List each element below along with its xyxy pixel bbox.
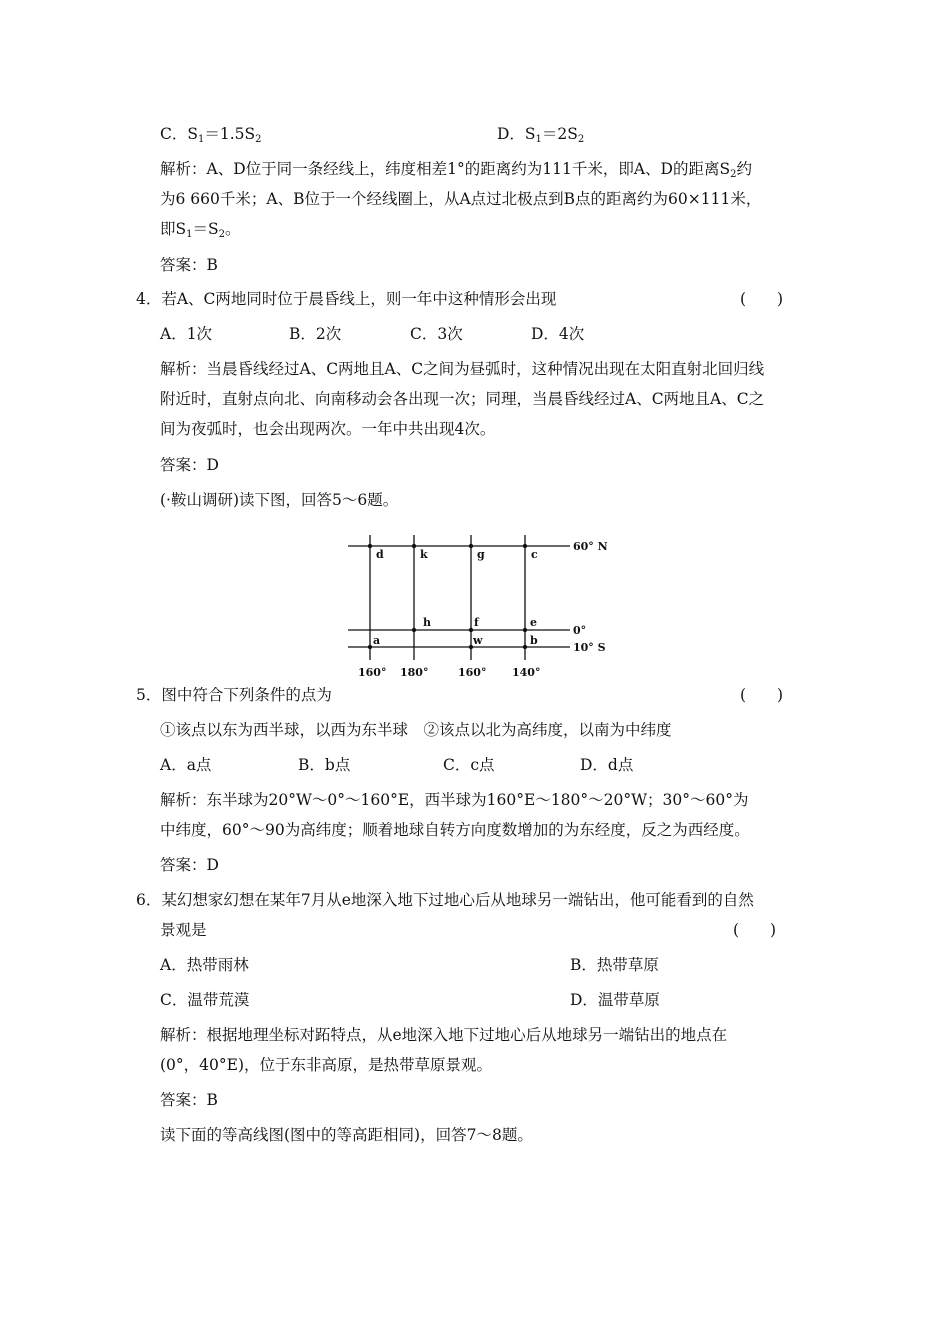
q6-stem-line-1: 6．某幻想家幻想在某年7月从e地深入地下过地心后从地球另一端钻出，他可能看到的自然	[136, 891, 754, 909]
point-g-label: g	[477, 548, 485, 561]
point-a-dot	[368, 645, 372, 649]
q6-answer-paren: ( )	[733, 921, 777, 939]
q6-option-c: C．温带荒漠	[160, 991, 250, 1009]
point-f-dot	[469, 628, 473, 632]
q4-option-c: C．3次	[410, 325, 463, 343]
q4-analysis-line-3: 间为夜弧时，也会出现两次。一年中共出现4次。	[160, 420, 496, 438]
q4-analysis-line-2: 附近时，直射点向北、向南移动会各出现一次；同理，当晨昏线经过A、C两地且A、C之	[160, 390, 765, 408]
lon-label-180: 180°	[400, 666, 429, 679]
q4-answer-paren: ( )	[740, 290, 784, 308]
q4-analysis-line-1: 解析：当晨昏线经过A、C两地且A、C之间为昼弧时，这种情况出现在太阳直射北回归线	[160, 360, 765, 378]
lat-label-10s: 10° S	[573, 641, 606, 654]
q6-stem-line-2: 景观是	[160, 921, 207, 939]
point-e-dot	[523, 628, 527, 632]
point-d-dot	[368, 544, 372, 548]
lat-label-60n: 60° N	[573, 540, 608, 553]
q6-option-d: D．温带草原	[570, 991, 660, 1009]
point-f-label: f	[474, 616, 479, 629]
point-k-dot	[412, 544, 416, 548]
q4-stem: 4．若A、C两地同时位于晨昏线上，则一年中这种情形会出现	[136, 290, 557, 308]
lat-label-0: 0°	[573, 624, 587, 637]
point-k-label: k	[420, 548, 428, 561]
q3-analysis-line-1: 解析：A、D位于同一条经线上，纬度相差1°的距离约为111千米，即A、D的距离$S_2$约	[160, 160, 752, 180]
q3-option-c: C．$S_1=1.5S_2$	[160, 125, 262, 145]
point-e-label: e	[530, 616, 537, 629]
q4-option-b: B．2次	[289, 325, 342, 343]
point-g-dot	[469, 544, 473, 548]
point-b-label: b	[530, 634, 538, 647]
q5-option-c: C．c点	[443, 756, 495, 774]
q5-option-b: B．b点	[298, 756, 351, 774]
q6-analysis-line-2: (0°，40°E)，位于东非高原，是热带草原景观。	[160, 1056, 492, 1074]
lat-lon-grid-figure	[340, 530, 630, 680]
q5-answer-paren: ( )	[740, 686, 784, 704]
point-d-label: d	[376, 548, 384, 561]
point-a-label: a	[373, 634, 381, 647]
q5-answer: 答案：D	[160, 856, 219, 874]
q4-answer: 答案：D	[160, 456, 219, 474]
q6-option-b: B．热带草原	[570, 956, 659, 974]
q3-option-d: D．$S_1=2S_2$	[497, 125, 585, 145]
point-b-dot	[523, 645, 527, 649]
point-w-label: w	[473, 634, 483, 647]
point-h-dot	[412, 628, 416, 632]
q5-conditions: ①该点以东为西半球，以西为东半球 ②该点以北为高纬度，以南为中纬度	[160, 721, 672, 739]
q3-analysis-line-3: 即$S_1=S_2$。	[160, 220, 241, 240]
q6-analysis-line-1: 解析：根据地理坐标对跖特点，从e地深入地下过地心后从地球另一端钻出的地点在	[160, 1026, 728, 1044]
q3-analysis-line-2: 为6 660千米；A、B位于一个经线圈上，从A点过北极点到B点的距离约为60×111米，	[160, 190, 762, 208]
lon-label-140: 140°	[512, 666, 541, 679]
intro-7-8: 读下面的等高线图(图中的等高距相同)，回答7～8题。	[160, 1126, 533, 1144]
intro-5-6: (·鞍山调研)读下图，回答5～6题。	[160, 491, 399, 509]
q5-option-d: D．d点	[580, 756, 634, 774]
q4-option-a: A．1次	[160, 325, 213, 343]
point-c-dot	[523, 544, 527, 548]
q3-answer: 答案：B	[160, 256, 218, 274]
point-h-label: h	[423, 616, 431, 629]
q5-analysis-line-1: 解析：东半球为20°W～0°～160°E，西半球为160°E～180°～20°W；30°～60°为	[160, 791, 749, 809]
lon-label-160-west: 160°	[358, 666, 387, 679]
q5-option-a: A．a点	[160, 756, 212, 774]
point-c-label: c	[531, 548, 538, 561]
q4-option-d: D．4次	[531, 325, 585, 343]
q6-answer: 答案：B	[160, 1091, 218, 1109]
q6-option-a: A．热带雨林	[160, 956, 249, 974]
q5-analysis-line-2: 中纬度，60°～90为高纬度；顺着地球自转方向度数增加的为东经度，反之为西经度。	[160, 821, 750, 839]
lon-label-160-east: 160°	[458, 666, 487, 679]
q5-stem: 5．图中符合下列条件的点为	[136, 686, 332, 704]
